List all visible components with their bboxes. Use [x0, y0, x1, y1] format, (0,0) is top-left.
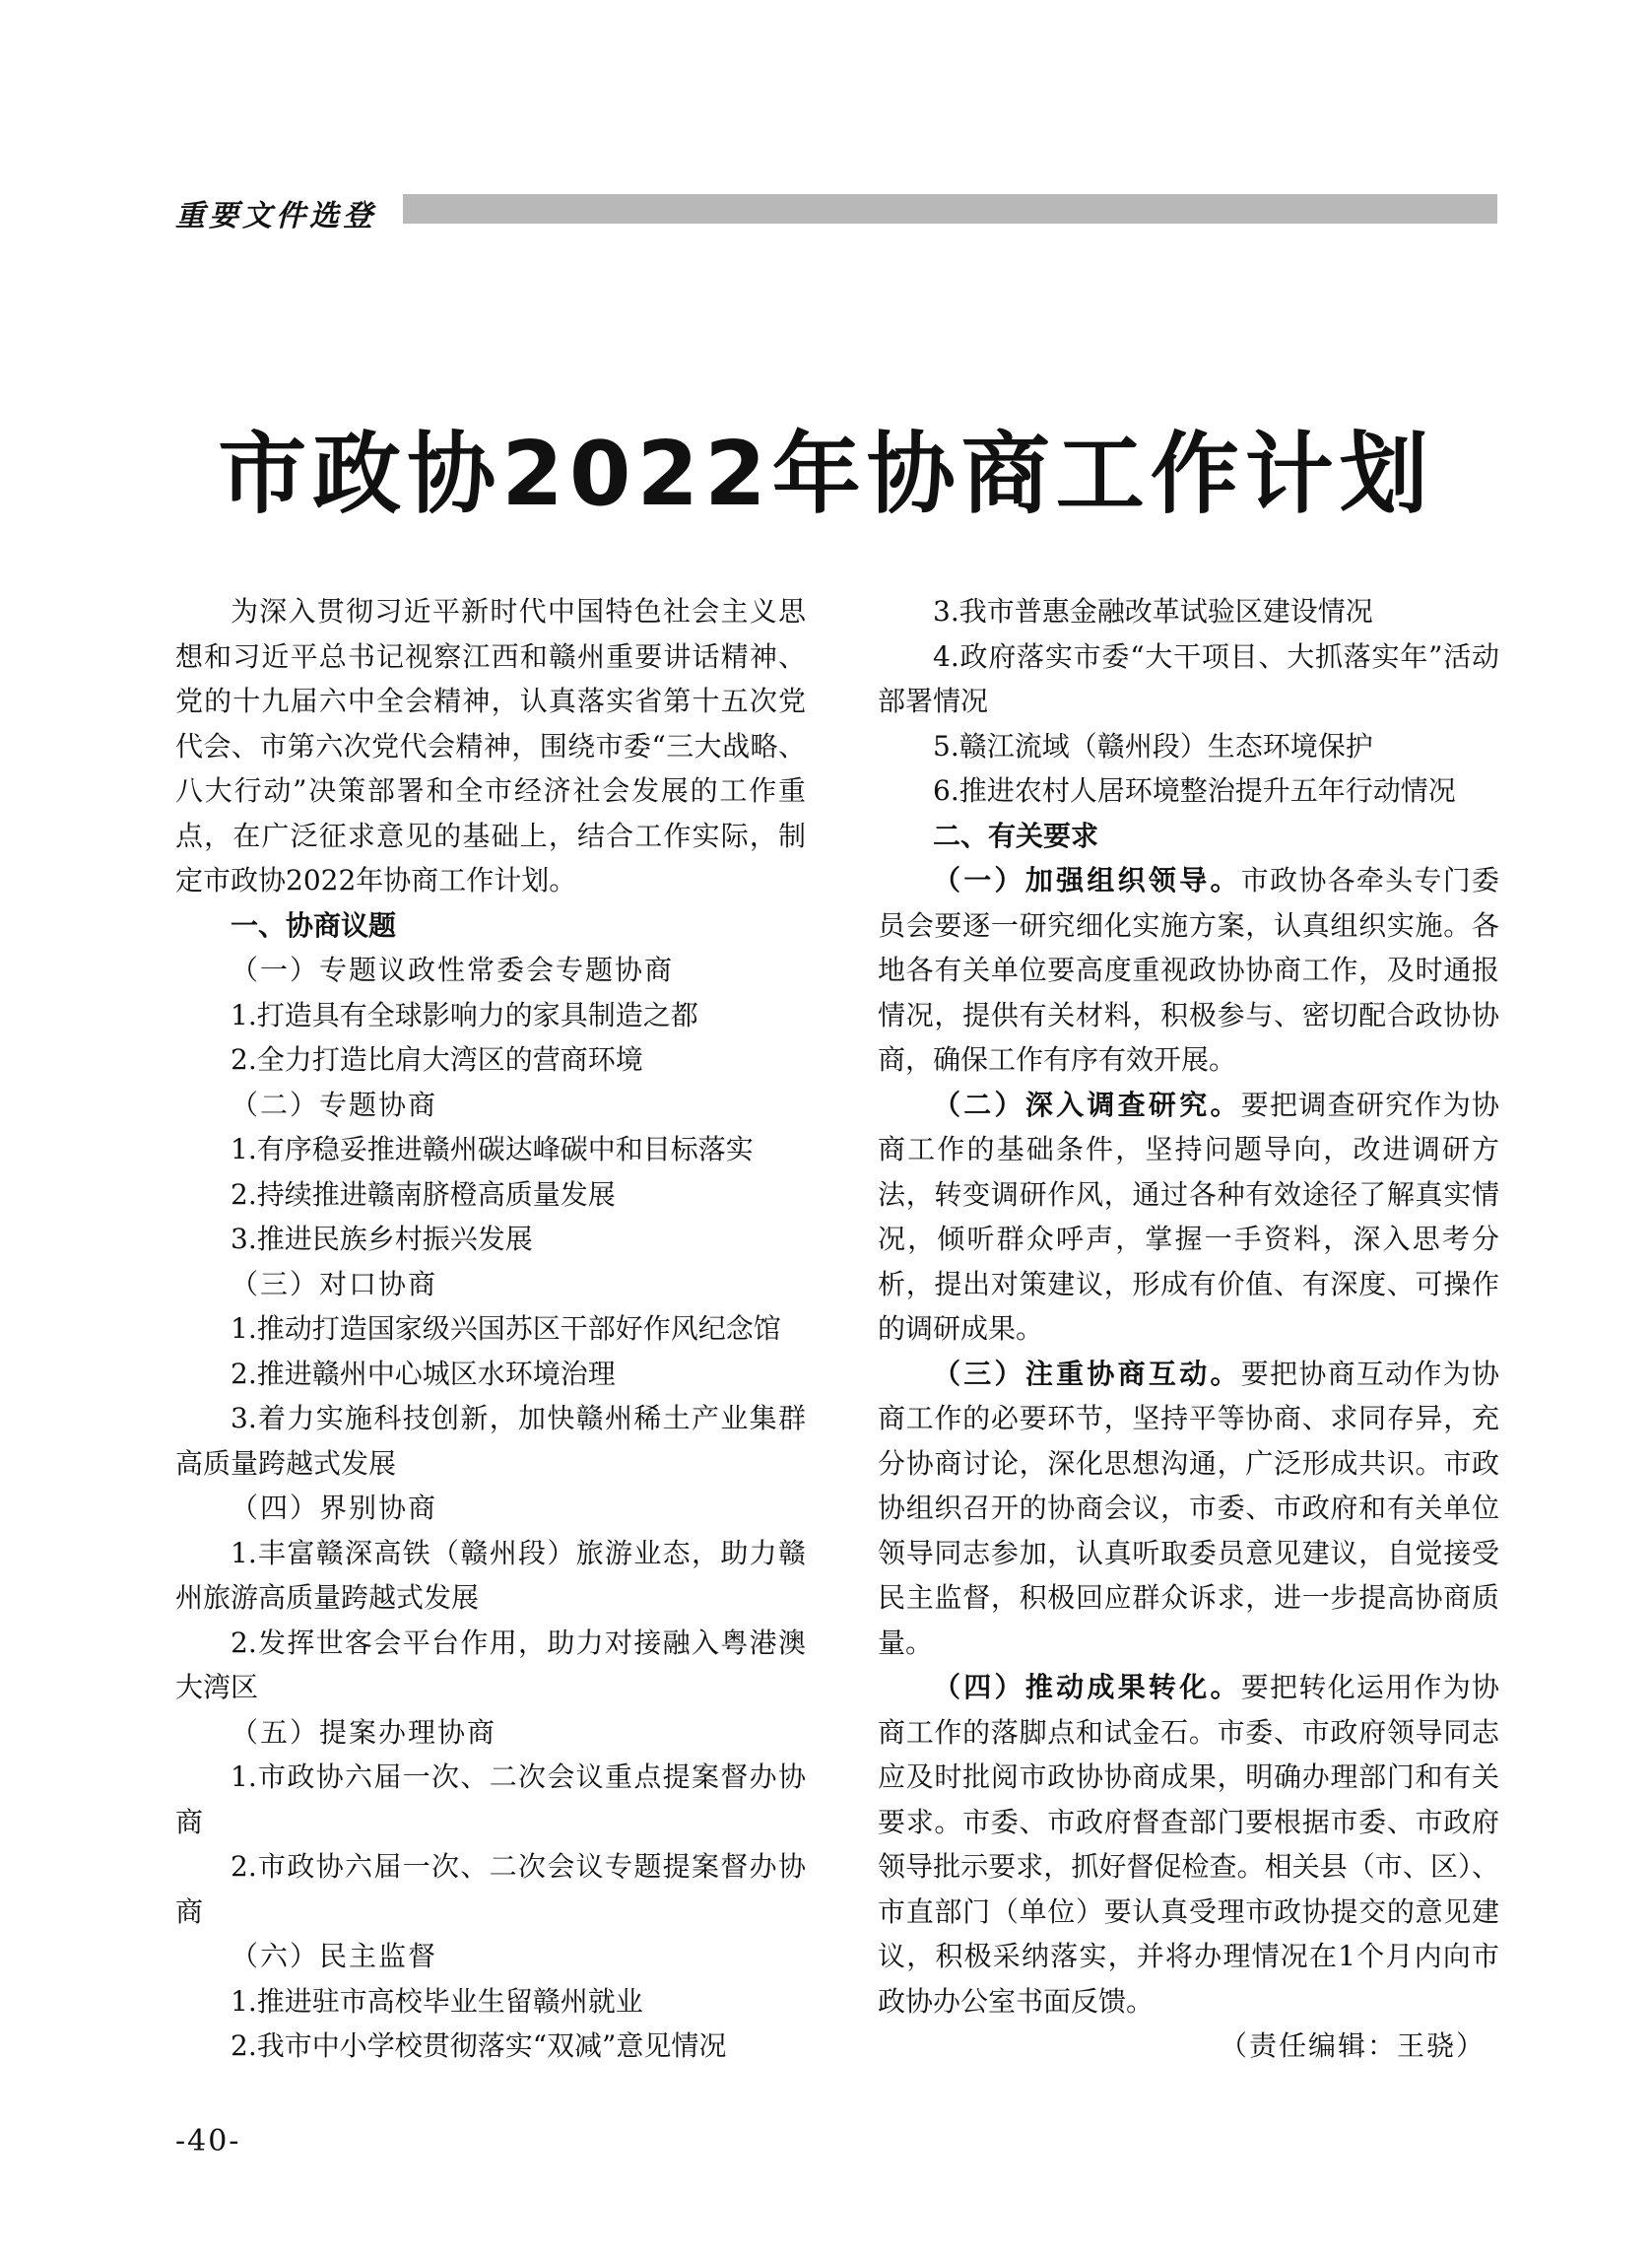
- body-paragraph: 5.赣江流域（赣州段）生态环境保护: [933, 729, 1373, 763]
- body-paragraph: 2.全力打造比肩大湾区的营商环境: [231, 1043, 643, 1076]
- subsection-heading: （六）民主监督: [231, 1940, 438, 1972]
- body-paragraph: 4.政府落实市委“大干项目、大抓落实年”活动部署情况: [878, 639, 1499, 717]
- body-paragraph: 3.我市普惠金融改革试验区建设情况: [933, 595, 1373, 628]
- subsection-heading: （五）提案办理协商: [231, 1715, 497, 1749]
- body-paragraph: 为深入贯彻习近平新时代中国特色社会主义思想和习近平总书记视察江西和赣州重要讲话精神、党的十九届六中全会精神，认真落实省第十五次党代会、市第六次党代会精神，围绕市委“三大战略、八大行动”决策部署和全市经济社会发展的工作重点，在广泛征求意见的基础上，结合工作实际，制定市政协2022年协商工作计划。: [175, 595, 806, 896]
- requirement-paragraph: [878, 1352, 1499, 1666]
- body-paragraph: 1.丰富赣深高铁（赣州段）旅游业态，助力赣州旅游高质量跨越式发展: [175, 1536, 806, 1614]
- section-divider-bar: [403, 194, 1497, 224]
- requirement-lead: （二）深入调查研究。: [933, 1088, 1241, 1121]
- subsection-heading: （四）界别协商: [231, 1492, 438, 1524]
- requirement-lead: （一）加强组织领导。: [933, 864, 1241, 896]
- right-column: [878, 589, 1499, 2069]
- body-paragraph: 1.有序稳妥推进赣州碳达峰碳中和目标落实: [231, 1133, 754, 1165]
- requirement-paragraph: [878, 858, 1499, 1083]
- body-paragraph: 2.持续推进赣南脐橙高质量发展: [231, 1177, 616, 1211]
- page-title: 市政协2022年协商工作计划: [218, 423, 1434, 526]
- body-paragraph: 2.推进赣州中心城区水环境治理: [231, 1357, 616, 1390]
- page-number: -40-: [175, 2124, 241, 2158]
- editor-credit: （责任编辑：王骁）: [1219, 2029, 1486, 2062]
- body-paragraph: 1.打造具有全球影响力的家具制造之都: [231, 998, 698, 1031]
- subsection-heading: （一）专题议政性常委会专题协商: [231, 954, 675, 986]
- body-paragraph: 2.发挥世客会平台作用，助力对接融入粤港澳大湾区: [175, 1626, 806, 1703]
- body-paragraph: 1.推进驻市高校毕业生留赣州就业: [231, 1984, 643, 2018]
- body-paragraph: 3.着力实施科技创新，加快赣州稀土产业集群高质量跨越式发展: [175, 1402, 806, 1480]
- body-paragraph: 2.我市中小学校贯彻落实“双减”意见情况: [231, 2029, 727, 2062]
- requirement-text: 要把协商互动作为协商工作的必要环节，坚持平等协商、求同存异，充分协商讨论，深化思想沟通，广泛形成共识。市政协组织召开的协商会议，市委、市政府和有关单位领导同志参加，认真听取委员意见建议，自觉接受民主监督，积极回应群众诉求，进一步提高协商质量。: [878, 1357, 1499, 1659]
- subsection-heading: （二）专题协商: [231, 1088, 438, 1121]
- body-paragraph: 2.市政协六届一次、二次会议专题提案督办协商: [175, 1850, 806, 1928]
- body-paragraph: 3.推进民族乡村振兴发展: [231, 1223, 533, 1255]
- requirement-paragraph: [878, 1083, 1499, 1352]
- left-column: [175, 589, 806, 2069]
- requirement-lead: （四）推动成果转化。: [933, 1671, 1241, 1703]
- section-heading: 一、协商议题: [231, 908, 397, 942]
- requirement-text: 市政协各牵头专门委员会要逐一研究细化实施方案，认真组织实施。各地各有关单位要高度重视政协协商工作，及时通报情况，提供有关材料，积极参与、密切配合政协协商，确保工作有序有效开展。: [878, 864, 1499, 1076]
- requirement-lead: （三）注重协商互动。: [933, 1357, 1241, 1390]
- requirement-paragraph: [878, 1665, 1499, 2024]
- body-paragraph: 1.市政协六届一次、二次会议重点提案督办协商: [175, 1760, 806, 1838]
- right-column-body: [878, 589, 1499, 2024]
- body-paragraph: 6.推进农村人居环境整治提升五年行动情况: [933, 774, 1456, 807]
- section-tag: 重要文件选登: [175, 199, 376, 233]
- requirement-text: 要把调查研究作为协商工作的基础条件，坚持问题导向，改进调研方法，转变调研作风，通过各种有效途径了解真实情况，倾听群众呼声，掌握一手资料，深入思考分析，提出对策建议，形成有价值、有深度、可操作的调研成果。: [878, 1088, 1499, 1345]
- section-heading: 二、有关要求: [933, 819, 1099, 852]
- requirement-text: 要把转化运用作为协商工作的落脚点和试金石。市委、市政府领导同志应及时批阅市政协协商成果，明确办理部门和有关要求。市委、市政府督查部门要根据市委、市政府领导批示要求，抓好督促检查。相关县（市、区）、市直部门（单位）要认真受理市政协提交的意见建议，积极采纳落实，并将办理情况在1个月内向市政协办公室书面反馈。: [878, 1671, 1499, 2018]
- body-paragraph: 1.推动打造国家级兴国苏区干部好作风纪念馆: [231, 1312, 781, 1345]
- subsection-heading: （三）对口协商: [231, 1267, 438, 1300]
